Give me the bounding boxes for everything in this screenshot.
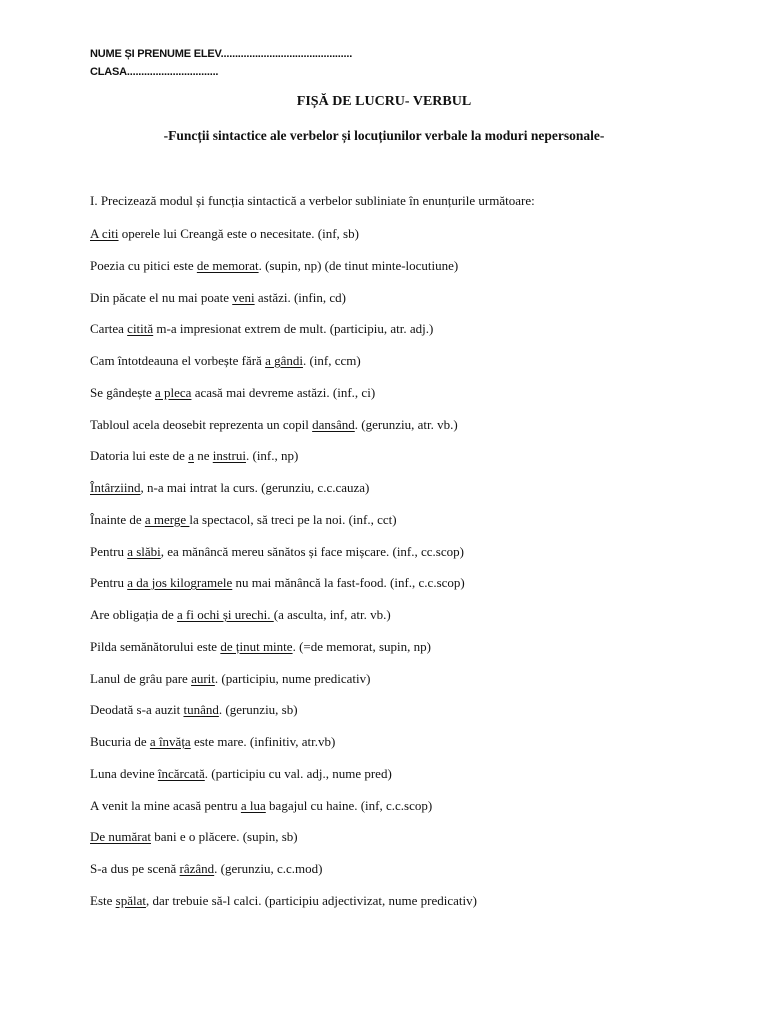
sentence-text: Luna devine — [90, 765, 158, 781]
sentence-text: astăzi. (infin, cd) — [254, 289, 346, 305]
sentence-list — [90, 226, 730, 925]
sentence-item — [90, 607, 730, 639]
sentence-text: Înainte de — [90, 511, 145, 527]
sentence-item — [90, 639, 730, 671]
student-name-field: NUME ȘI PRENUME ELEV.............................................. — [90, 48, 353, 60]
exercise-instruction: I. Precizează modul și funcția sintactică a verbelor subliniate în enunțurile următoare: — [90, 193, 535, 208]
underlined-verb: A citi — [90, 226, 119, 241]
sentence-item — [90, 861, 730, 893]
sentence-text: . (inf., np) — [245, 448, 299, 464]
sentence-item — [90, 671, 730, 703]
sentence-text: ne — [193, 448, 213, 464]
sentence-text: Din păcate el nu mai poate — [90, 289, 233, 305]
page-title: FIȘĂ DE LUCRU- VERBUL — [296, 94, 472, 109]
sentence-text: . (gerunziu, sb) — [218, 702, 298, 718]
sentence-text: Bucuria de — [90, 734, 150, 749]
sentence-text: acasă mai devreme astăzi. (inf., ci) — [191, 384, 376, 400]
sentence-text: . (participiu cu val. adj., nume pred) — [204, 765, 392, 781]
underlined-verb: De numărat — [90, 829, 152, 845]
sentence-text: este mare. (infinitiv, atr.vb) — [190, 734, 336, 749]
sentence-item — [90, 480, 730, 512]
sentence-text: . (=de memorat, supin, np) — [292, 638, 431, 654]
underlined-verb: a merge — [144, 511, 190, 527]
underlined-verb: aurit — [191, 670, 215, 686]
sentence-item — [90, 512, 730, 544]
sentence-text: . (supin, np) (de tinut minte-locutiune) — [258, 257, 459, 273]
sentence-text: . (inf, ccm) — [302, 353, 361, 368]
sentence-text: Este — [90, 892, 116, 908]
underlined-verb: a gândi — [265, 353, 303, 368]
sentence-item — [90, 353, 730, 385]
sentence-text: , ea mănâncă mereu sănătos și face mișcare. (inf., cc.scop) — [160, 543, 464, 559]
sentence-item — [90, 798, 730, 830]
sentence-text: bani e o plăcere. (supin, sb) — [151, 829, 298, 845]
underlined-verb: spălat — [115, 892, 146, 908]
page-subtitle: -Funcții sintactice ale verbelor și locuțiunilor verbale la moduri nepersonale- — [163, 128, 605, 143]
sentence-text: A venit la mine acasă pentru — [90, 797, 241, 813]
underlined-verb: a slăbi — [127, 543, 161, 559]
underlined-verb: dansând — [312, 416, 355, 432]
underlined-verb: Întârziind — [90, 480, 141, 495]
sentence-item — [90, 575, 730, 607]
underlined-verb: râzând — [179, 861, 215, 876]
sentence-item — [90, 321, 730, 353]
sentence-item — [90, 766, 730, 798]
sentence-item — [90, 544, 730, 576]
underlined-verb: instrui — [212, 448, 246, 464]
sentence-text: operele lui Creangă este o necesitate. (inf, sb) — [118, 226, 359, 241]
underlined-verb: tunând — [183, 702, 219, 718]
sentence-text: Are obligația de — [90, 607, 177, 622]
sentence-text: nu mai mănâncă la fast-food. (inf., c.c.scop) — [232, 575, 465, 591]
underlined-verb: de ținut minte — [220, 638, 293, 654]
sentence-text: Tabloul acela deosebit reprezenta un copil — [90, 416, 313, 432]
sentence-text: Deodată s-a auzit — [90, 702, 184, 718]
sentence-text: . (gerunziu, atr. vb.) — [354, 416, 458, 432]
sentence-item — [90, 893, 730, 925]
sentence-item — [90, 448, 730, 480]
underlined-verb: citită — [127, 321, 154, 337]
sentence-text: Pilda semănătorului este — [90, 638, 221, 654]
underlined-verb: a fi ochi și urechi. — [177, 607, 274, 622]
sentence-text: Datoria lui este de — [90, 448, 189, 464]
underlined-verb: încărcată — [157, 765, 205, 781]
sentence-item — [90, 702, 730, 734]
sentence-item — [90, 829, 730, 861]
sentence-text: Poezia cu pitici este — [90, 257, 197, 273]
underlined-verb: a pleca — [154, 384, 192, 400]
sentence-text: bagajul cu haine. (inf, c.c.scop) — [265, 797, 433, 813]
sentence-text: Cam întotdeauna el vorbește fără — [90, 353, 266, 368]
sentence-text: , n-a mai intrat la curs. (gerunziu, c.c.cauza) — [140, 480, 370, 495]
underlined-verb: a lua — [240, 797, 266, 813]
sentence-text: Cartea — [90, 321, 128, 337]
sentence-item — [90, 290, 730, 322]
sentence-item — [90, 417, 730, 449]
sentence-item — [90, 734, 730, 766]
underlined-verb: veni — [232, 289, 255, 305]
sentence-text: (a asculta, inf, atr. vb.) — [273, 607, 391, 622]
sentence-text: S-a dus pe scenă — [90, 861, 180, 876]
underlined-verb: a învăța — [149, 734, 191, 749]
underlined-verb: de memorat — [196, 257, 259, 273]
sentence-item — [90, 226, 730, 258]
sentence-text: Pentru — [90, 575, 128, 591]
underlined-verb: a — [188, 448, 194, 464]
sentence-text: . (gerunziu, c.c.mod) — [214, 861, 323, 876]
sentence-text: la spectacol, să treci pe la noi. (inf., cct) — [189, 511, 397, 527]
sentence-text: Pentru — [90, 543, 128, 559]
class-field: CLASA................................ — [90, 66, 219, 78]
sentence-text: . (participiu, nume predicativ) — [214, 670, 371, 686]
sentence-text: , dar trebuie să-l calci. (participiu adjectivizat, nume predicativ) — [145, 892, 477, 908]
underlined-verb: a da jos kilogramele — [127, 575, 233, 591]
sentence-text: Se gândește — [90, 384, 155, 400]
sentence-text: Lanul de grâu pare — [90, 670, 192, 686]
sentence-item — [90, 385, 730, 417]
sentence-text: m-a impresionat extrem de mult. (participiu, atr. adj.) — [153, 321, 434, 337]
sentence-item — [90, 258, 730, 290]
